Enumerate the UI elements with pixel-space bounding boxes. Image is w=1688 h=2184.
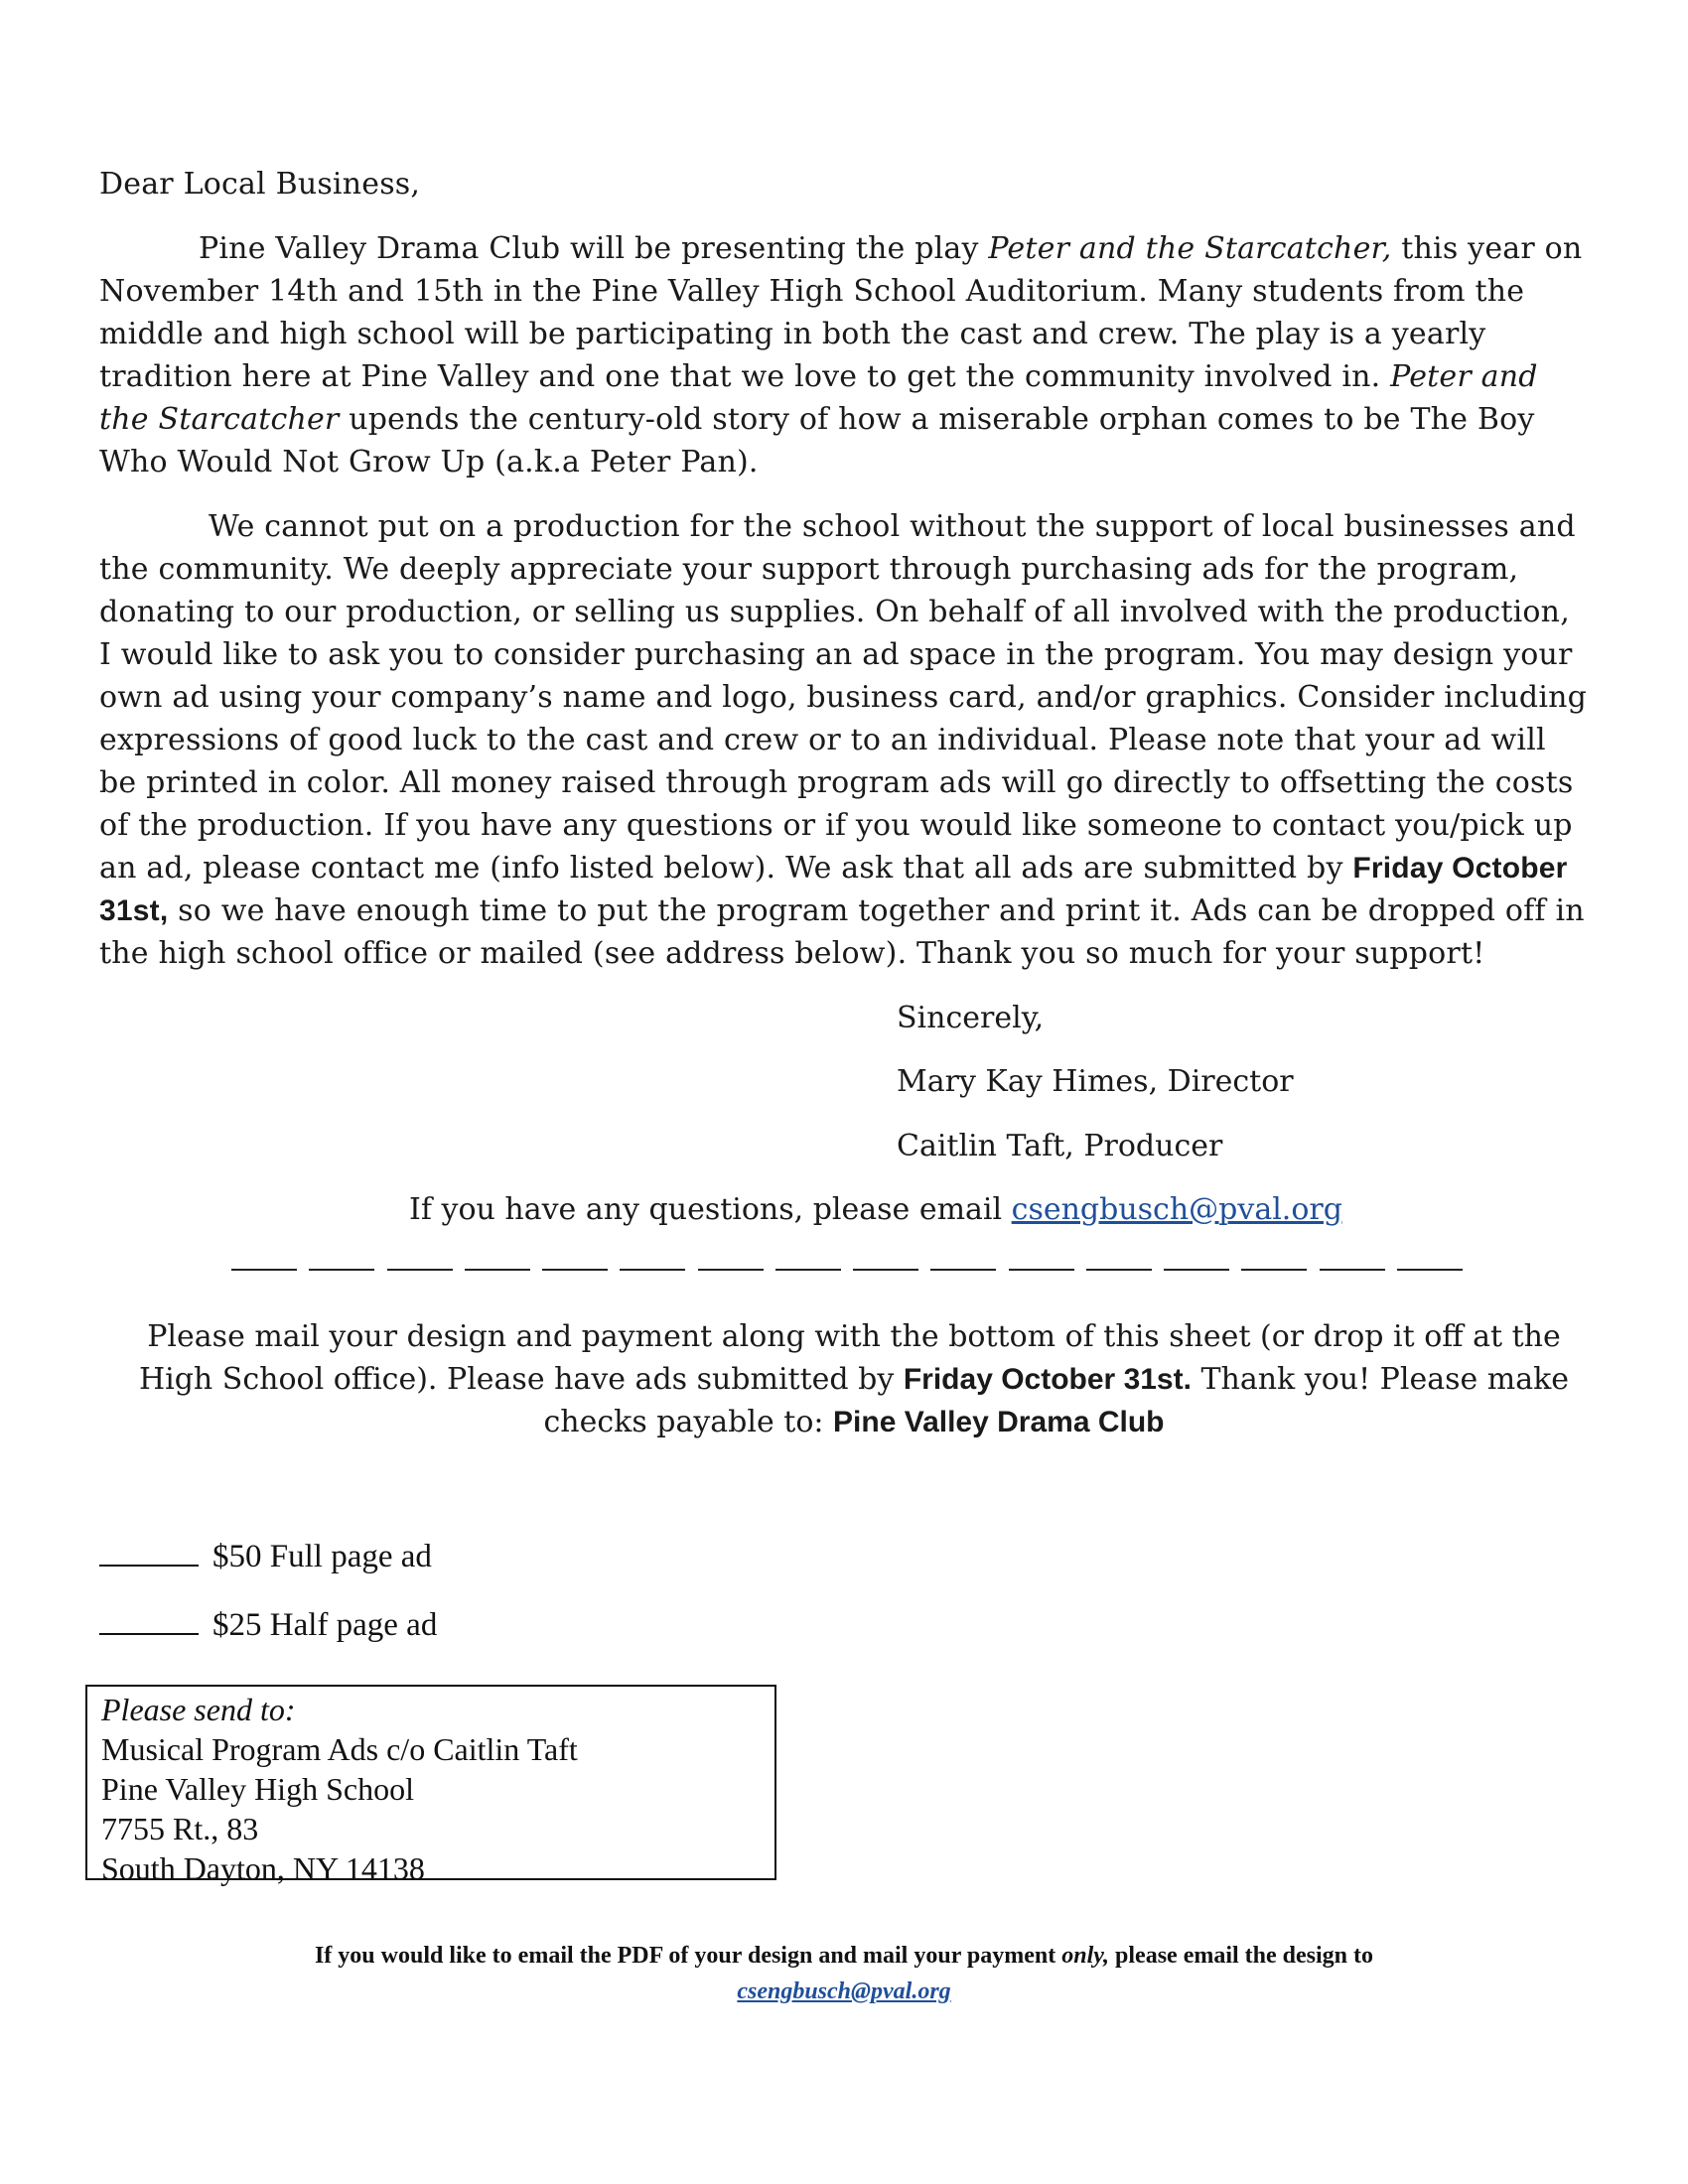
instructions-deadline: Friday October 31st. xyxy=(903,1363,1192,1396)
address-line: Musical Program Ads c/o Caitlin Taft xyxy=(101,1731,578,1767)
questions-line xyxy=(0,1188,1688,1231)
address-line: 7755 Rt., 83 xyxy=(101,1811,259,1846)
play-title: Peter and the Starcatcher xyxy=(99,359,1538,437)
request-text-b: so we have enough time to put the program together and print it. Ads can be dropped off in the high school office or mailed (see address below). Thank you so much for your support! xyxy=(99,893,1585,971)
email-link[interactable]: csengbusch@pval.org xyxy=(1011,1192,1342,1227)
intro-text-b: this year on November 14th and 15th in the Pine Valley High School Auditorium. Many students from the middle and high school will be participating in both the cast and crew. The play is a yearly tradition here at Pine Valley and one that we love to get the community involved in. xyxy=(99,231,1583,394)
option-label: $50 Full page ad xyxy=(212,1539,432,1574)
footer-email-link[interactable]: csengbusch@pval.org xyxy=(737,1979,951,2004)
signer-director: Mary Kay Himes, Director xyxy=(897,1064,1294,1099)
option-label: $25 Half page ad xyxy=(212,1607,438,1643)
intro-text-c: upends the century-old story of how a miserable orphan comes to be The Boy Who Would Not Grow Up (a.k.a Peter Pan). xyxy=(99,402,1535,479)
footer-only: only, xyxy=(1061,1943,1110,1969)
signer-producer: Caitlin Taft, Producer xyxy=(897,1129,1223,1163)
questions-text: If you have any questions, please email xyxy=(409,1192,1012,1227)
salutation: Dear Local Business, xyxy=(99,167,421,202)
mailing-instructions xyxy=(109,1315,1599,1443)
option-full-page xyxy=(99,1537,432,1576)
letter-body xyxy=(99,163,1589,975)
check-blank[interactable] xyxy=(99,1607,199,1635)
footer-text-b: please email the design to xyxy=(1109,1943,1374,1969)
closing: Sincerely, xyxy=(897,1001,1045,1035)
check-blank[interactable] xyxy=(99,1539,199,1567)
instructions-text-b: Thank you! Please make checks payable to: xyxy=(543,1362,1570,1439)
footer-note xyxy=(99,1938,1589,2009)
instructions-text-a: Please mail your design and payment along with the bottom of this sheet (or drop it off at the High School office). Please have ads submitted by xyxy=(138,1319,1561,1397)
footer-text-a: If you would like to email the PDF of your design and mail your payment xyxy=(314,1943,1062,1969)
cut-line xyxy=(231,1269,1463,1275)
intro-text-a: Pine Valley Drama Club will be presenting the play xyxy=(199,231,989,266)
address-header: Please send to: xyxy=(101,1692,296,1727)
address-line: South Dayton, NY 14138 xyxy=(101,1850,425,1886)
address-box xyxy=(85,1685,776,1886)
request-text-a: We cannot put on a production for the school without the support of local businesses and the community. We deeply appreciate your support through purchasing ads for the program, donating to our production, or selling us supplies. On behalf of all involved with the production, I would like to ask you to consider purchasing an ad space in the program. You may design your own ad using your company’s name and logo, business card, and/or graphics. Consider including expressions of good luck to the cast and crew or to an individual. Please note that your ad will be printed in color. All money raised through program ads will go directly to offsetting the costs of the production. If you have any questions or if you would like someone to contact you/pick up an ad, please contact me (info listed below). We ask that all ads are submitted by xyxy=(99,509,1588,886)
payee-name: Pine Valley Drama Club xyxy=(833,1406,1165,1438)
paragraph-request xyxy=(99,505,1589,975)
option-half-page xyxy=(99,1605,437,1645)
deadline-text: Friday October 31st, xyxy=(99,852,1568,927)
address-line: Pine Valley High School xyxy=(101,1771,414,1807)
paragraph-intro xyxy=(99,227,1589,483)
play-title: Peter and the Starcatcher, xyxy=(988,231,1392,266)
